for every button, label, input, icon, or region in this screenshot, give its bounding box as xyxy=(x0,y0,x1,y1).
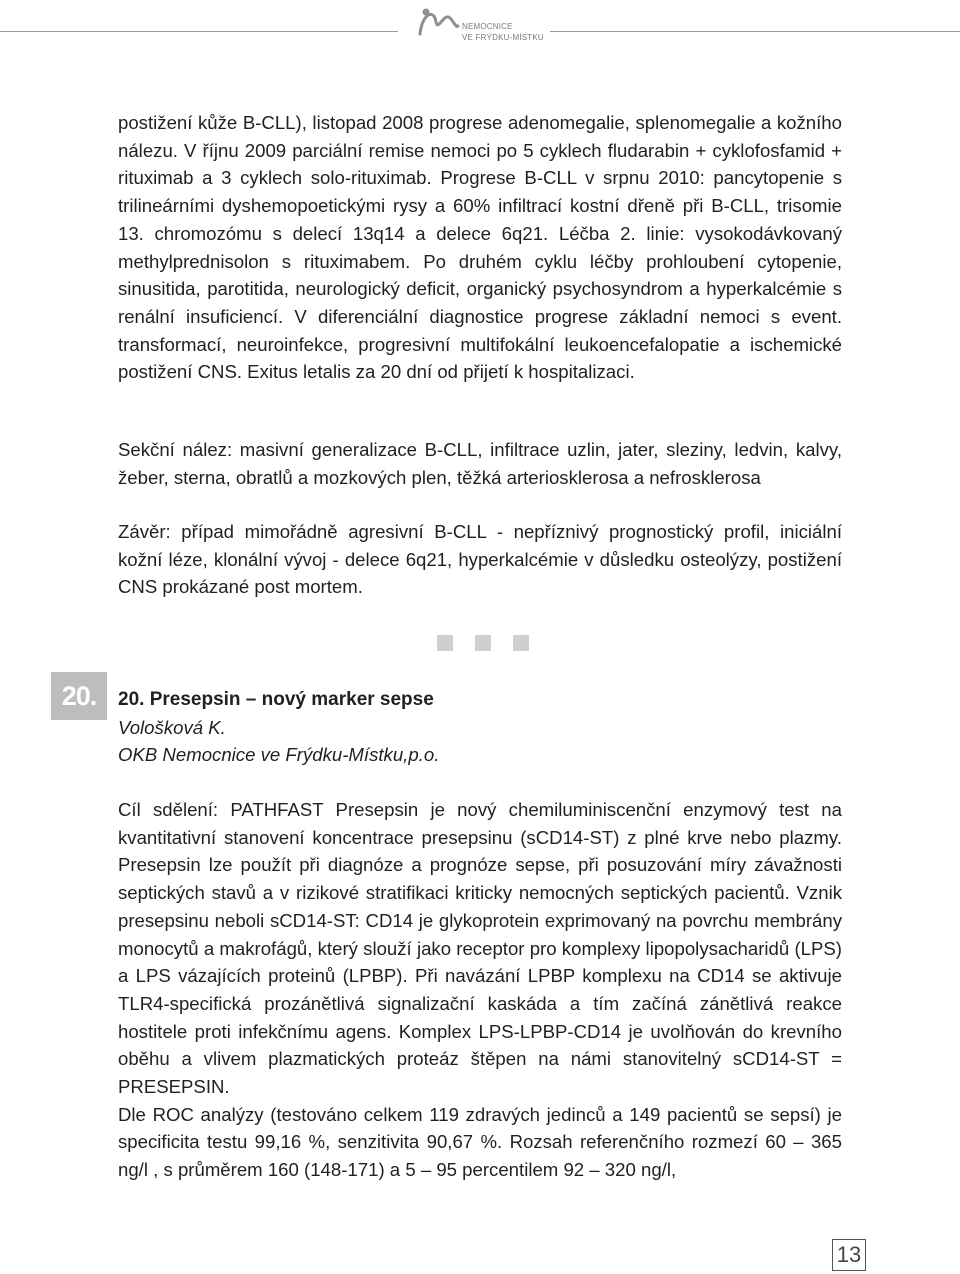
conclusion-text: Závěr: případ mimořádně agresivní B-CLL - nepříznivý prognostický profil, iniciální kožní léze, klonální vývoj - delece 6q21, hyperkalcémie v důsledku osteolýzy, postižení CNS prokázané post mortem. xyxy=(118,521,842,598)
separator-square xyxy=(475,635,491,651)
autopsy-text: Sekční nález: masivní generalizace B-CLL, infiltrace uzlin, jater, sleziny, ledvin, kalvy, žeber, sterna, obratlů a mozkových plen, těžká arteriosklerosa a nefrosklerosa xyxy=(118,439,842,488)
logo-text-city: VE FRÝDKU-MÍSTKU xyxy=(462,33,544,42)
section-header xyxy=(118,686,439,769)
section-affiliation: OKB Nemocnice ve Frýdku-Místku,p.o. xyxy=(118,744,440,766)
case-report-paragraph xyxy=(118,109,842,386)
separator-square xyxy=(437,635,453,651)
logo-swirl-icon xyxy=(414,4,460,44)
section-separator xyxy=(437,635,529,651)
presepsin-body xyxy=(118,796,842,1184)
header-rule-left xyxy=(0,31,398,32)
autopsy-paragraph xyxy=(118,436,842,491)
hospital-logo xyxy=(414,0,554,52)
logo-text-hospital: NEMOCNICE xyxy=(462,22,513,31)
page-number: 13 xyxy=(832,1239,866,1271)
section-number-badge: 20. xyxy=(51,672,107,720)
presepsin-text-roc: Dle ROC analýzy (testováno celkem 119 zdravých jedinců a 149 pacientů se sepsí) je specificita testu 99,16 %, senzitivita 90,67 %. Rozsah referenčního rozmezí 60 – 365 ng/l , s průměrem 160 (148-171) a 5 – 95 percentilem 92 – 320 ng/l, xyxy=(118,1103,842,1181)
header-rule-right xyxy=(550,31,960,32)
case-report-text: postižení kůže B-CLL), listopad 2008 progrese adenomegalie, splenomegalie a kožního nálezu. V říjnu 2009 parciální remise nemoci po 5 cyklech fludarabin + cyklofosfamid + rituximab a 3 cyklech solo-rituximab. Progrese B-CLL v srpnu 2010: pancytopenie s trilineárními dyshemopoetickými rysy a 60% infiltrací kostní dřeně při B-CLL, trisomie 13. chromozómu s delecí 13q14 a delece 6q21. Léčba 2. linie: vysokodávkovaný methylprednisolon s rituximabem. Po druhém cyklu léčby prohloubení cytopenie, sinusitida, parotitida, neurologický deficit, organický psychosyndrom a hyperkalcémie s renální insuficiencí. V diferenciální diagnostice progrese základní nemoci s event. transformací, neuroinfekce, progresivní multifokální leukoencefalopatie a ischemické postižení CNS. Exitus letalis za 20 dní od přijetí k hospitalizaci. xyxy=(118,112,842,383)
section-author: Vološková K. xyxy=(118,716,226,738)
section-title: 20. Presepsin – nový marker sepse xyxy=(118,689,434,710)
separator-square xyxy=(513,635,529,651)
conclusion-paragraph xyxy=(118,518,842,601)
presepsin-text: Cíl sdělení: PATHFAST Presepsin je nový chemiluminiscenční enzymový test na kvantitativní stanovení koncentrace presepsinu (sCD14-ST) z plné krve nebo plazmy. Presepsin lze použít při diagnóze a prognóze sepse, při posuzování míry závažnosti septických stavů a v rizikové stratifikaci kriticky nemocných septických pacientů. Vznik presepsinu neboli sCD14-ST: CD14 je glykoprotein exprimovaný na povrchu membrány monocytů a makrofágů, který slouží jako receptor pro komplexy lipopolysacharidů (LPS) a LPS vázajících proteinů (LPBP). Při navázání LPBP komplexu na CD14 se aktivuje TLR4-specifická prozánětlivá signalizační kaskáda a tím začíná zánětlivá reakce hostitele proti infekčnímu agens. Komplex LPS-LPBP-CD14 je uvolňován do krevního oběhu a vlivem plazmatických proteáz štěpen na námi stanovitelný sCD14-ST = PRESEPSIN. xyxy=(118,799,842,1098)
